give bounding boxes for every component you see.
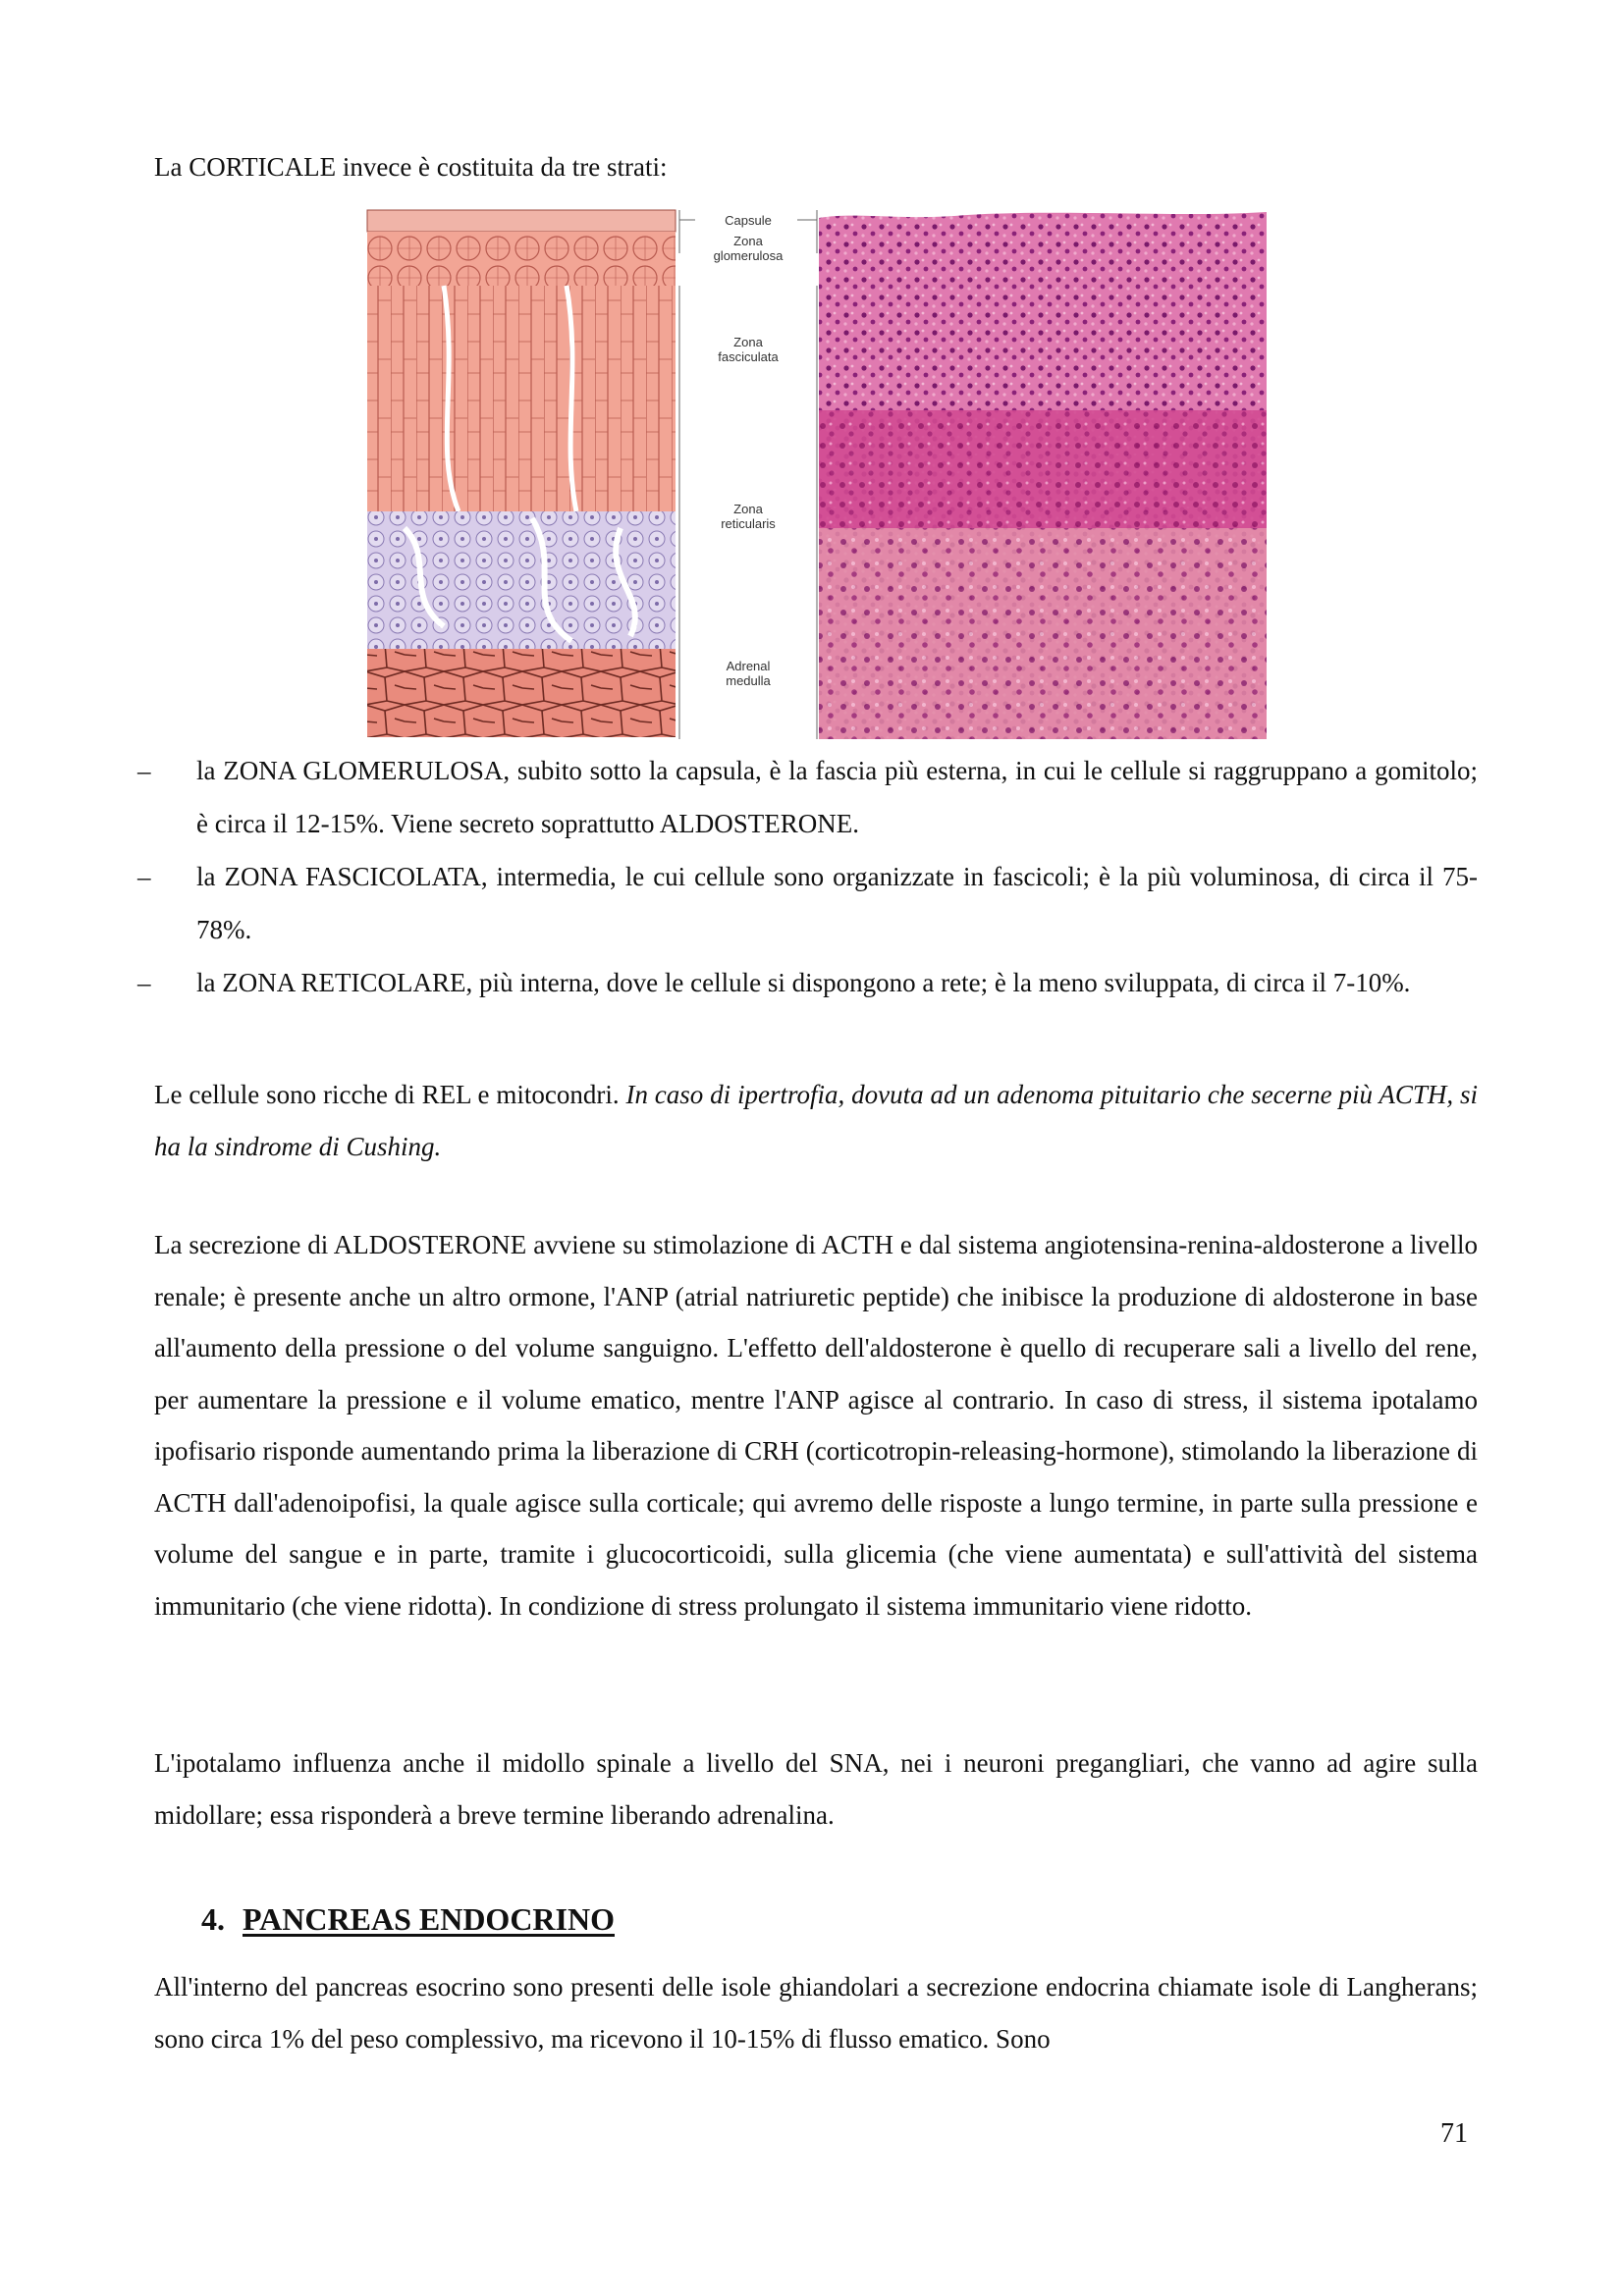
list-item [137, 956, 1478, 1009]
paragraph-cells-plain: Le cellule sono ricche di REL e mitocondri. [154, 1080, 626, 1109]
page-number: 71 [1440, 2118, 1468, 2149]
paragraph-pancreas: All'interno del pancreas esocrino sono presenti delle isole ghiandolari a secrezione endocrina chiamate isole di Langherans; sono circa 1% del peso complessivo, ma ricevono il 10-15% di flusso ematico. Sono [154, 1972, 1478, 2054]
schematic-diagram [365, 204, 677, 739]
label-glomerulosa-2: glomerulosa [713, 248, 784, 263]
label-capsule: Capsule [725, 213, 772, 228]
glomerulosa-layer [367, 232, 676, 286]
list-item [137, 850, 1478, 956]
section-number: 4. [201, 1901, 225, 1937]
list-dash: – [137, 968, 151, 997]
section-title: PANCREAS ENDOCRINO [243, 1901, 615, 1937]
zone-list [137, 744, 1478, 1009]
label-glomerulosa-1: Zona [733, 234, 763, 248]
label-reticularis-1: Zona [733, 502, 763, 516]
capsule-layer [367, 210, 676, 232]
adrenal-cortex-figure [365, 204, 1269, 739]
list-item [137, 744, 1478, 850]
paragraph-aldosterone: La secrezione di ALDOSTERONE avviene su stimolazione di ACTH e dal sistema angiotensina-renina-aldosterone a livello renale; è presente anche un altro ormone, l'ANP (atrial natriuretic peptide) che inibisce la produzione di aldosterone in base all'aumento della pressione o del volume sanguigno. L'effetto dell'aldosterone è quello di recuperare sali a livello del rene, per aumentare la pressione e il volume ematico, mentre l'ANP agisce al contrario. In caso di stress, il sistema ipotalamo ipofisario risponde aumentando prima la liberazione di CRH (corticotropin-releasing-hormone), stimolando la liberazione di ACTH dall'adenoipofisi, la quale agisce sulla corticale; qui avremo delle risposte a lungo termine, in parte sulla pressione e volume del sangue e in parte, tramite i glucocorticoidi, sulla glicemia (che viene aumentata) e sull'attività del sistema immunitario (che viene ridotta). In condizione di stress prolungato il sistema immunitario viene ridotto. [154, 1230, 1478, 1621]
histology-micrograph [819, 204, 1267, 739]
label-reticularis-2: reticularis [721, 516, 776, 531]
intro-text: La CORTICALE invece è costituita da tre strati: [154, 152, 668, 182]
section-heading [201, 1901, 615, 1938]
label-fasciculata-2: fasciculata [718, 349, 779, 364]
medulla-layer [367, 649, 676, 737]
label-medulla-1: Adrenal [726, 659, 771, 673]
paragraph-hypothalamus: L'ipotalamo influenza anche il midollo spinale a livello del SNA, nei i neuroni pregangliari, che vanno ad agire sulla midollare; essa risponderà a breve termine liberando adrenalina. [154, 1748, 1478, 1830]
figure-labels [679, 210, 817, 739]
paragraph-cells [154, 1069, 1478, 1172]
list-item-text: la ZONA GLOMERULOSA, subito sotto la capsula, è la fascia più esterna, in cui le cellule si raggruppano a gomitolo; è circa il 12-15%. Viene secreto soprattutto ALDOSTERONE. [196, 756, 1478, 838]
list-dash: – [137, 756, 151, 785]
list-item-text: la ZONA FASCICOLATA, intermedia, le cui cellule sono organizzate in fascicoli; è la più voluminosa, di circa il 75-78%. [196, 862, 1478, 944]
label-medulla-2: medulla [726, 673, 771, 688]
reticularis-layer [367, 511, 676, 649]
label-fasciculata-1: Zona [733, 335, 763, 349]
fasciculata-layer [367, 286, 676, 511]
paragraph-cells-italic: In caso di ipertrofia, dovuta ad un adenoma pituitario che secerne più ACTH, si ha la sindrome di Cushing. [154, 1080, 1479, 1161]
list-item-text: la ZONA RETICOLARE, più interna, dove le cellule si dispongono a rete; è la meno sviluppata, di circa il 7-10%. [196, 968, 1411, 997]
list-dash: – [137, 862, 151, 891]
